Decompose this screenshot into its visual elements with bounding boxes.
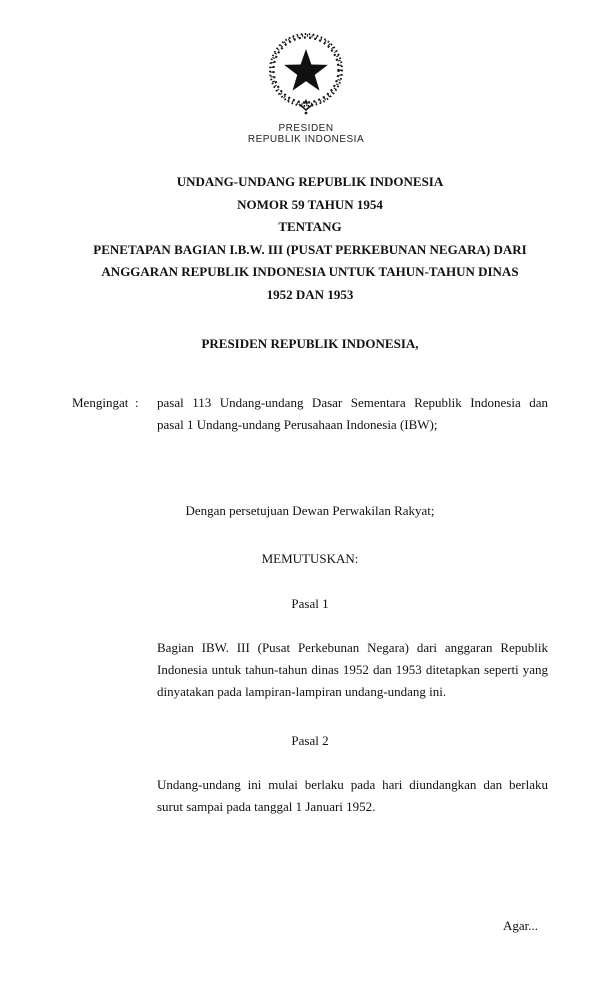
article-1-body-line: Bagian IBW. III (Pusat Perkebunan Negara) dari anggaran Republik (157, 640, 548, 655)
considerations-label: Mengingat (72, 395, 129, 410)
article-2-heading: Pasal 2 (291, 733, 329, 748)
catchword: Agar... (502, 918, 538, 933)
document-title (72, 171, 548, 306)
article-1-heading: Pasal 1 (291, 596, 329, 611)
emblem-caption-line2: REPUBLIK INDONESIA (247, 134, 365, 145)
emblem-caption-line1: PRESIDEN (278, 123, 334, 134)
star-wreath-emblem-icon (254, 105, 358, 120)
title-line: TENTANG (278, 219, 342, 234)
title-line: NOMOR 59 TAHUN 1954 (237, 196, 383, 212)
decision-line: MEMUTUSKAN: (261, 551, 359, 566)
title-line: UNDANG-UNDANG REPUBLIK INDONESIA (176, 174, 444, 189)
article-1-body-line: Indonesia untuk tahun-tahun dinas 1952 dan 1953 ditetapkan seperti yang (157, 662, 548, 677)
considerations-block (72, 392, 548, 436)
article-2-body (157, 774, 548, 818)
title-line: ANGGARAN REPUBLIK INDONESIA UNTUK TAHUN-TAHUN DINAS (101, 264, 519, 279)
considerations-text-line: pasal 1 Undang-undang Perusahaan Indonesia (IBW); (157, 417, 438, 432)
article-2-body-line: Undang-undang ini mulai berlaku pada hari diundangkan dan berlaku (157, 777, 548, 792)
title-line: PENETAPAN BAGIAN I.B.W. III (PUSAT PERKEBUNAN NEGARA) DARI (93, 241, 527, 257)
considerations-colon: : (135, 395, 139, 410)
agreement-line: Dengan persetujuan Dewan Perwakilan Rakyat; (185, 503, 435, 518)
considerations-text (157, 392, 548, 436)
considerations-text-line: pasal 113 Undang-undang Dasar Sementara Republik Indonesia dan (157, 395, 548, 410)
emblem-block (0, 0, 612, 145)
salutation-line: PRESIDEN REPUBLIK INDONESIA, (201, 336, 419, 351)
article-1-body (157, 637, 548, 703)
article-2-body-line: surut sampai pada tanggal 1 Januari 1952. (157, 799, 376, 814)
article-1-body-line: dinyatakan pada lampiran-lampiran undang-undang ini. (157, 684, 447, 699)
title-line: 1952 DAN 1953 (266, 286, 354, 302)
